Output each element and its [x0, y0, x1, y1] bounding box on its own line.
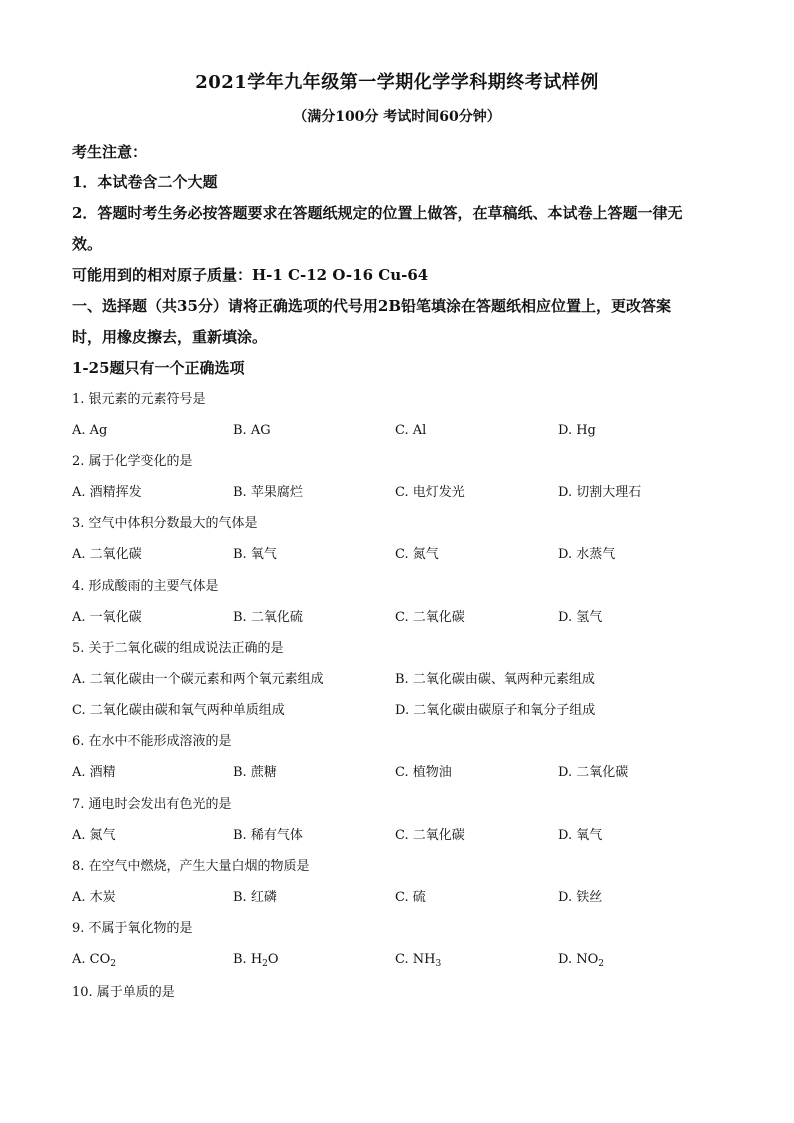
question-options: [72, 827, 732, 845]
question-stem: 7. 通电时会发出有色光的是: [72, 797, 232, 812]
option-c: C. 植物油: [395, 765, 452, 780]
option-b: B. 氧气: [233, 547, 277, 562]
question-stem: 5. 关于二氧化碳的组成说法正确的是: [72, 641, 284, 656]
notice-item-2-line-2: 效。: [72, 235, 103, 253]
question-options: [72, 951, 732, 969]
question-options: [72, 484, 732, 502]
page-subtitle: （满分100分 考试时间60分钟）: [293, 109, 501, 125]
question-options: [72, 422, 732, 440]
atomic-mass-line: 可能用到的相对原子质量：H-1 C-12 O-16 Cu-64: [72, 266, 429, 284]
option-a: A. 二氧化碳: [72, 547, 142, 562]
option-a: A. $CO_2$: [72, 952, 116, 969]
option-c: C. $NH_3$: [395, 952, 442, 969]
option-d: D. 氧气: [558, 828, 603, 843]
option-c: C. 氮气: [395, 547, 439, 562]
option-a: A. 酒精挥发: [72, 485, 142, 500]
notice-item-1: 1．本试卷含二个大题: [72, 173, 218, 191]
option-d: D. 二氧化碳由碳原子和氧分子组成: [395, 703, 596, 718]
option-a: A. 氮气: [72, 828, 116, 843]
option-b: B. AG: [233, 423, 271, 438]
question-options: [72, 702, 732, 720]
question-stem: 1. 银元素的元素符号是: [72, 392, 206, 407]
question-options: [72, 764, 732, 782]
option-d: D. Hg: [558, 423, 596, 438]
question-stem: 4. 形成酸雨的主要气体是: [72, 579, 219, 594]
option-a: A. 二氧化碳由一个碳元素和两个氧元素组成: [72, 672, 324, 687]
option-b: B. 红磷: [233, 890, 277, 905]
question-stem: 9. 不属于氧化物的是: [72, 921, 193, 936]
option-a: A. Ag: [72, 423, 108, 438]
question-stem: 10. 属于单质的是: [72, 985, 175, 1000]
notice-heading: 考生注意：: [72, 143, 148, 161]
option-c: C. 电灯发光: [395, 485, 465, 500]
option-d: D. 氢气: [558, 610, 603, 625]
option-c: C. 二氧化碳: [395, 610, 465, 625]
option-d: D. 切割大理石: [558, 485, 642, 500]
question-options: [72, 889, 732, 907]
option-c: C. 硫: [395, 890, 426, 905]
section-1-sub-heading: 1-25题只有一个正确选项: [72, 359, 245, 377]
option-d: D. 二氧化碳: [558, 765, 629, 780]
question-stem: 8. 在空气中燃烧，产生大量白烟的物质是: [72, 859, 310, 874]
option-b: B. 二氧化碳由碳、氧两种元素组成: [395, 672, 595, 687]
option-c: C. Al: [395, 423, 427, 438]
option-b: B. 苹果腐烂: [233, 485, 303, 500]
question-stem: 3. 空气中体积分数最大的气体是: [72, 516, 258, 531]
option-c: C. 二氧化碳由碳和氧气两种单质组成: [72, 703, 285, 718]
option-b: B. 二氧化硫: [233, 610, 303, 625]
notice-item-2-line-1: 2．答题时考生务必按答题要求在答题纸规定的位置上做答，在草稿纸、本试卷上答题一律无: [72, 204, 683, 222]
question-options: [72, 671, 732, 689]
option-a: A. 一氧化碳: [72, 610, 142, 625]
option-a: A. 酒精: [72, 765, 116, 780]
option-d: D. $NO_2$: [558, 952, 604, 969]
page-title: 2021学年九年级第一学期化学学科期终考试样例: [195, 72, 599, 93]
option-d: D. 水蒸气: [558, 547, 616, 562]
question-options: [72, 609, 732, 627]
question-stem: 6. 在水中不能形成溶液的是: [72, 734, 232, 749]
question-stem: 2. 属于化学变化的是: [72, 454, 193, 469]
option-a: A. 木炭: [72, 890, 116, 905]
option-b: B. 稀有气体: [233, 828, 303, 843]
option-c: C. 二氧化碳: [395, 828, 465, 843]
section-1-instructions-line-2: 时，用橡皮擦去，重新填涂。: [72, 328, 268, 346]
option-b: B. 蔗糖: [233, 765, 277, 780]
section-1-instructions-line-1: 一、选择题（共35分）请将正确选项的代号用2B铅笔填涂在答题纸相应位置上，更改答案: [72, 297, 671, 315]
option-b: B. $H_2O$: [233, 952, 279, 969]
question-options: [72, 546, 732, 564]
option-d: D. 铁丝: [558, 890, 603, 905]
